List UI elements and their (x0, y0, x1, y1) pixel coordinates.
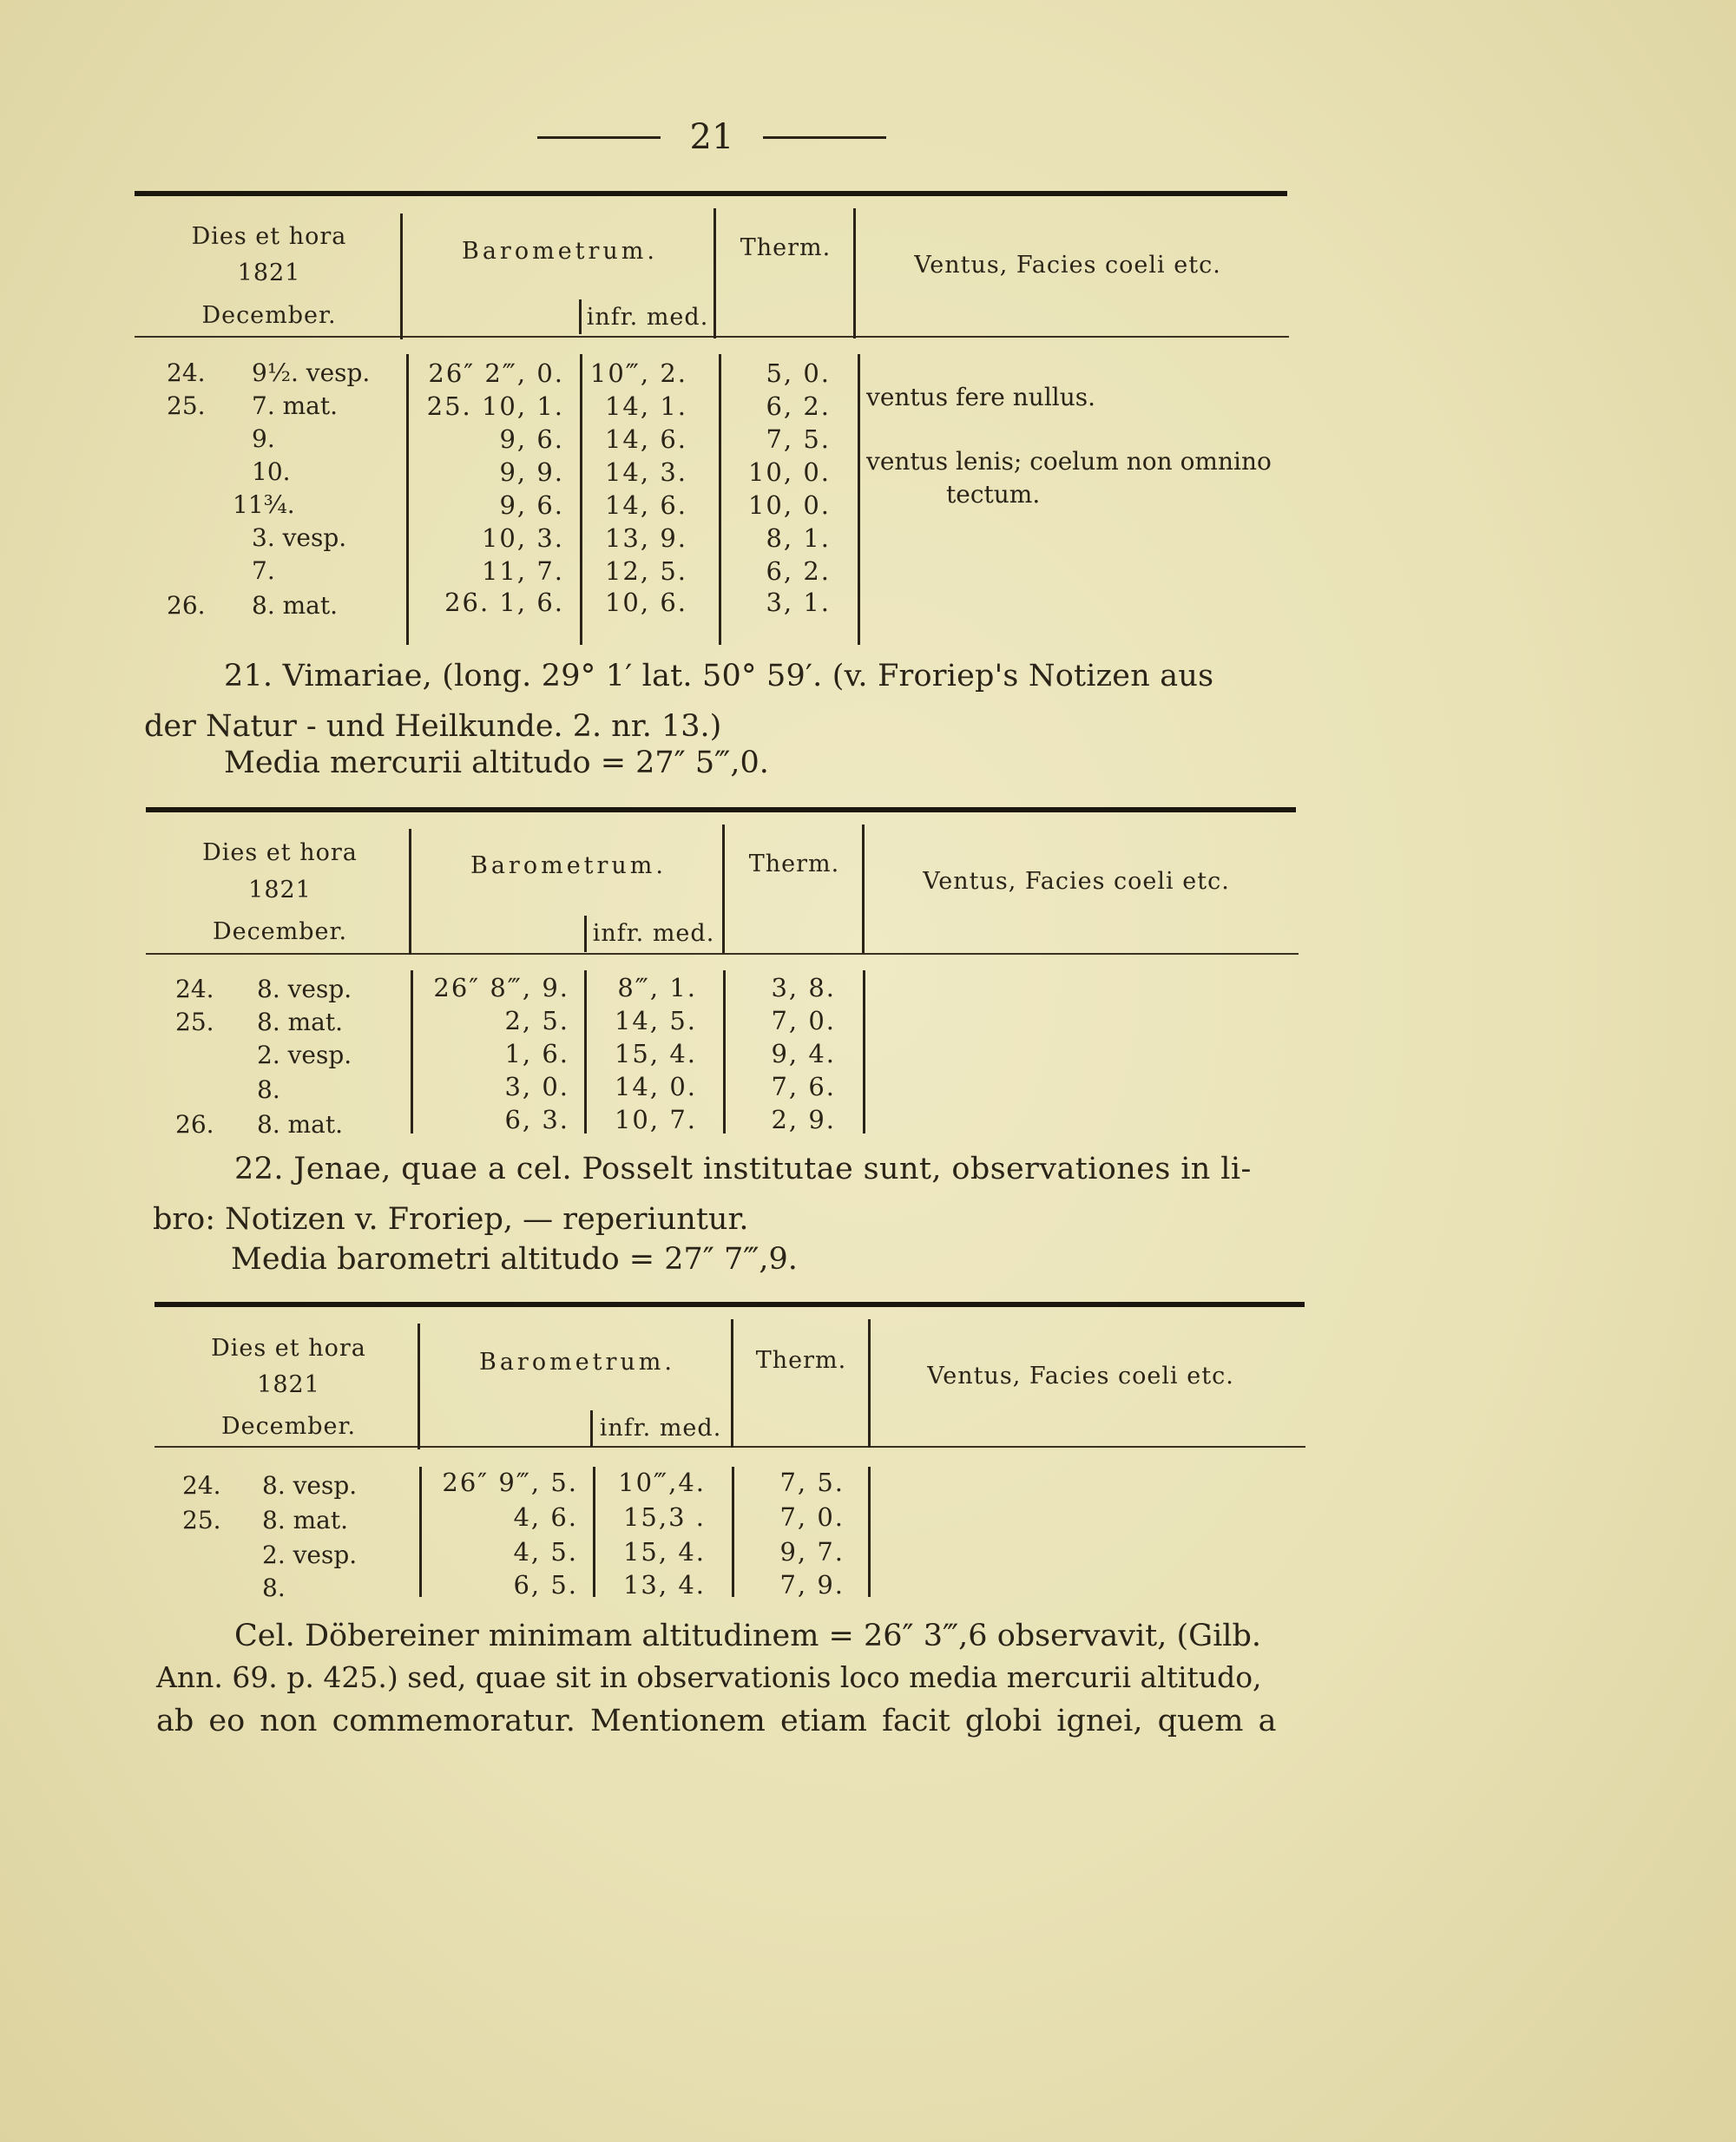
row-therm: 7, 5. (779, 1468, 845, 1497)
header-dies-line1: Dies et hora (191, 223, 347, 250)
header-infr-med: infr. med. (599, 1415, 722, 1442)
row-barometer: 6, 3. (504, 1105, 569, 1134)
row-therm: 10, 0. (747, 490, 831, 520)
row-hour: 9½. vesp. (252, 358, 371, 387)
row-therm: 2, 9. (771, 1105, 836, 1134)
row-barometer: 4, 6. (513, 1502, 578, 1532)
row-infr-med: 15, 4. (622, 1537, 706, 1567)
row-barometer: 9, 6. (499, 490, 564, 520)
column-rule (722, 825, 725, 953)
row-hour: 10. (252, 457, 291, 486)
row-day: 25. (182, 1506, 221, 1534)
row-hour: 2. vesp. (262, 1541, 358, 1569)
row-barometer: 4, 5. (513, 1537, 578, 1567)
page-number-rule-left (537, 136, 661, 139)
row-infr-med: 10, 6. (604, 588, 687, 617)
table-header-rule (146, 953, 1299, 955)
row-hour: 8. (262, 1574, 286, 1602)
header-dies-line1: Dies et hora (202, 839, 358, 866)
page-number (529, 111, 894, 163)
row-infr-med: 14, 3. (604, 457, 687, 487)
row-barometer: 11, 7. (481, 556, 564, 586)
row-therm: 7, 5. (766, 424, 831, 454)
row-infr-med: 14, 6. (604, 424, 687, 454)
column-rule (713, 208, 716, 338)
row-infr-med: 15,3 . (622, 1502, 706, 1532)
row-therm: 3, 1. (766, 588, 831, 617)
column-rule (723, 970, 726, 1133)
row-hour: 8. (257, 1075, 280, 1104)
row-barometer: 26″ 9‴, 5. (442, 1468, 578, 1497)
row-therm: 7, 9. (779, 1570, 845, 1600)
paragraph-final-line1: Cel. Döbereiner minimam altitudinem = 26″ 3‴,6 observavit, (Gilb. (234, 1619, 1262, 1653)
paragraph-21-line3: Media mercurii altitudo = 27″ 5‴,0. (224, 746, 769, 780)
row-day: 25. (167, 391, 206, 420)
row-therm: 3, 8. (771, 973, 836, 1002)
row-infr-med: 14, 5. (614, 1006, 697, 1035)
column-rule (584, 916, 587, 952)
table-header-rule (155, 1446, 1305, 1448)
row-hour: 8. vesp. (262, 1471, 358, 1500)
row-ventus: tectum. (946, 480, 1041, 509)
table-top-rule (146, 807, 1296, 812)
paragraph-21-line1: 21. Vimariae, (long. 29° 1′ lat. 50° 59′. (v. Froriep's Notizen aus (224, 659, 1214, 693)
header-dies-line2: 1821 (257, 1371, 320, 1398)
column-rule (731, 1319, 733, 1448)
header-dies-line3: December. (220, 1413, 357, 1440)
row-day: 24. (182, 1471, 221, 1500)
row-hour: 2. vesp. (257, 1041, 352, 1069)
row-infr-med: 13, 9. (604, 523, 687, 553)
header-therm: Therm. (755, 1347, 847, 1374)
row-barometer: 26″ 2‴, 0. (428, 358, 564, 388)
page-number-rule-right (763, 136, 886, 139)
column-rule (579, 299, 582, 334)
header-barometrum: Barometrum. (461, 238, 658, 265)
row-day: 25. (175, 1008, 214, 1036)
paragraph-21-line2: der Natur - und Heilkunde. 2. nr. 13.) (144, 709, 722, 744)
header-therm: Therm. (748, 851, 840, 877)
column-rule (590, 1410, 593, 1447)
row-ventus: ventus fere nullus. (866, 383, 1096, 411)
header-ventus: Ventus, Facies coeli etc. (914, 252, 1221, 279)
row-infr-med: 10, 7. (614, 1105, 697, 1134)
row-infr-med: 8‴, 1. (617, 973, 697, 1002)
row-hour: 8. mat. (252, 591, 339, 620)
row-barometer: 25. 10, 1. (426, 391, 564, 421)
row-hour: 8. vesp. (257, 975, 352, 1003)
row-hour: 3. vesp. (252, 523, 347, 552)
row-barometer: 10, 3. (481, 523, 564, 553)
row-therm: 9, 7. (779, 1537, 845, 1567)
row-barometer: 1, 6. (504, 1039, 569, 1068)
row-day: 24. (175, 975, 214, 1003)
row-barometer: 26. 1, 6. (444, 588, 564, 617)
row-infr-med: 15, 4. (614, 1039, 697, 1068)
row-therm: 7, 0. (771, 1006, 836, 1035)
header-dies-line3: December. (201, 302, 337, 329)
row-ventus: ventus lenis; coelum non omnino (866, 447, 1272, 476)
row-infr-med: 14, 0. (614, 1072, 697, 1101)
paragraph-final-line3: ab eo non commemoratur. Mentionem etiam facit globi ignei, quem a (156, 1704, 1277, 1738)
column-rule (580, 354, 582, 645)
header-infr-med: infr. med. (586, 304, 709, 331)
row-barometer: 26″ 8‴, 9. (433, 973, 569, 1002)
column-rule (593, 1467, 595, 1597)
column-rule (584, 970, 587, 1133)
row-barometer: 3, 0. (504, 1072, 569, 1101)
header-dies-line3: December. (212, 918, 348, 945)
column-rule (863, 970, 865, 1133)
header-therm: Therm. (740, 234, 832, 261)
table-top-rule (135, 191, 1287, 196)
page-number-text: 21 (689, 117, 734, 157)
header-barometrum: Barometrum. (470, 852, 667, 879)
row-hour: 8. mat. (262, 1506, 349, 1534)
header-barometrum: Barometrum. (478, 1349, 675, 1376)
header-ventus: Ventus, Facies coeli etc. (923, 868, 1230, 895)
header-dies-line2: 1821 (248, 877, 312, 903)
table-top-rule (155, 1302, 1305, 1307)
header-ventus: Ventus, Facies coeli etc. (927, 1363, 1234, 1390)
column-rule (853, 208, 856, 338)
row-infr-med: 12, 5. (604, 556, 687, 586)
column-rule (400, 214, 403, 339)
row-therm: 6, 2. (766, 556, 831, 586)
row-barometer: 9, 6. (499, 424, 564, 454)
row-barometer: 9, 9. (499, 457, 564, 487)
column-rule (409, 829, 411, 955)
row-infr-med: 10‴,4. (618, 1468, 706, 1497)
row-day: 24. (167, 358, 206, 387)
row-therm: 10, 0. (747, 457, 831, 487)
column-rule (719, 354, 721, 645)
row-therm: 5, 0. (766, 358, 831, 388)
row-day: 26. (167, 591, 206, 620)
column-rule (732, 1467, 734, 1597)
paragraph-22-line3: Media barometri altitudo = 27″ 7‴,9. (231, 1242, 798, 1277)
row-hour: 11¾. (233, 490, 295, 519)
row-infr-med: 14, 6. (604, 490, 687, 520)
row-barometer: 2, 5. (504, 1006, 569, 1035)
row-therm: 7, 6. (771, 1072, 836, 1101)
row-hour: 7. mat. (252, 391, 339, 420)
column-rule (868, 1467, 871, 1597)
header-dies-line1: Dies et hora (211, 1335, 366, 1362)
row-hour: 9. (252, 424, 275, 453)
row-hour: 7. (252, 556, 275, 585)
paragraph-final-line2: Ann. 69. p. 425.) sed, quae sit in observationis loco media mercurii altitudo, (156, 1660, 1262, 1694)
header-dies-line2: 1821 (237, 260, 301, 286)
column-rule (418, 1324, 420, 1449)
row-therm: 6, 2. (766, 391, 831, 421)
row-day: 26. (175, 1110, 214, 1139)
table-header-rule (135, 336, 1289, 338)
row-infr-med: 10‴, 2. (589, 358, 687, 388)
row-therm: 8, 1. (766, 523, 831, 553)
row-therm: 7, 0. (779, 1502, 845, 1532)
row-hour: 8. mat. (257, 1110, 344, 1139)
row-infr-med: 13, 4. (622, 1570, 706, 1600)
row-hour: 8. mat. (257, 1008, 344, 1036)
row-therm: 9, 4. (771, 1039, 836, 1068)
paragraph-22-line2: bro: Notizen v. Froriep, — reperiuntur. (153, 1202, 749, 1237)
column-rule (858, 354, 860, 645)
row-infr-med: 14, 1. (604, 391, 687, 421)
column-rule (868, 1319, 871, 1448)
header-infr-med: infr. med. (592, 920, 715, 947)
column-rule (862, 825, 865, 953)
paragraph-22-line1: 22. Jenae, quae a cel. Posselt institutae sunt, observationes in li- (234, 1152, 1252, 1186)
row-barometer: 6, 5. (513, 1570, 578, 1600)
